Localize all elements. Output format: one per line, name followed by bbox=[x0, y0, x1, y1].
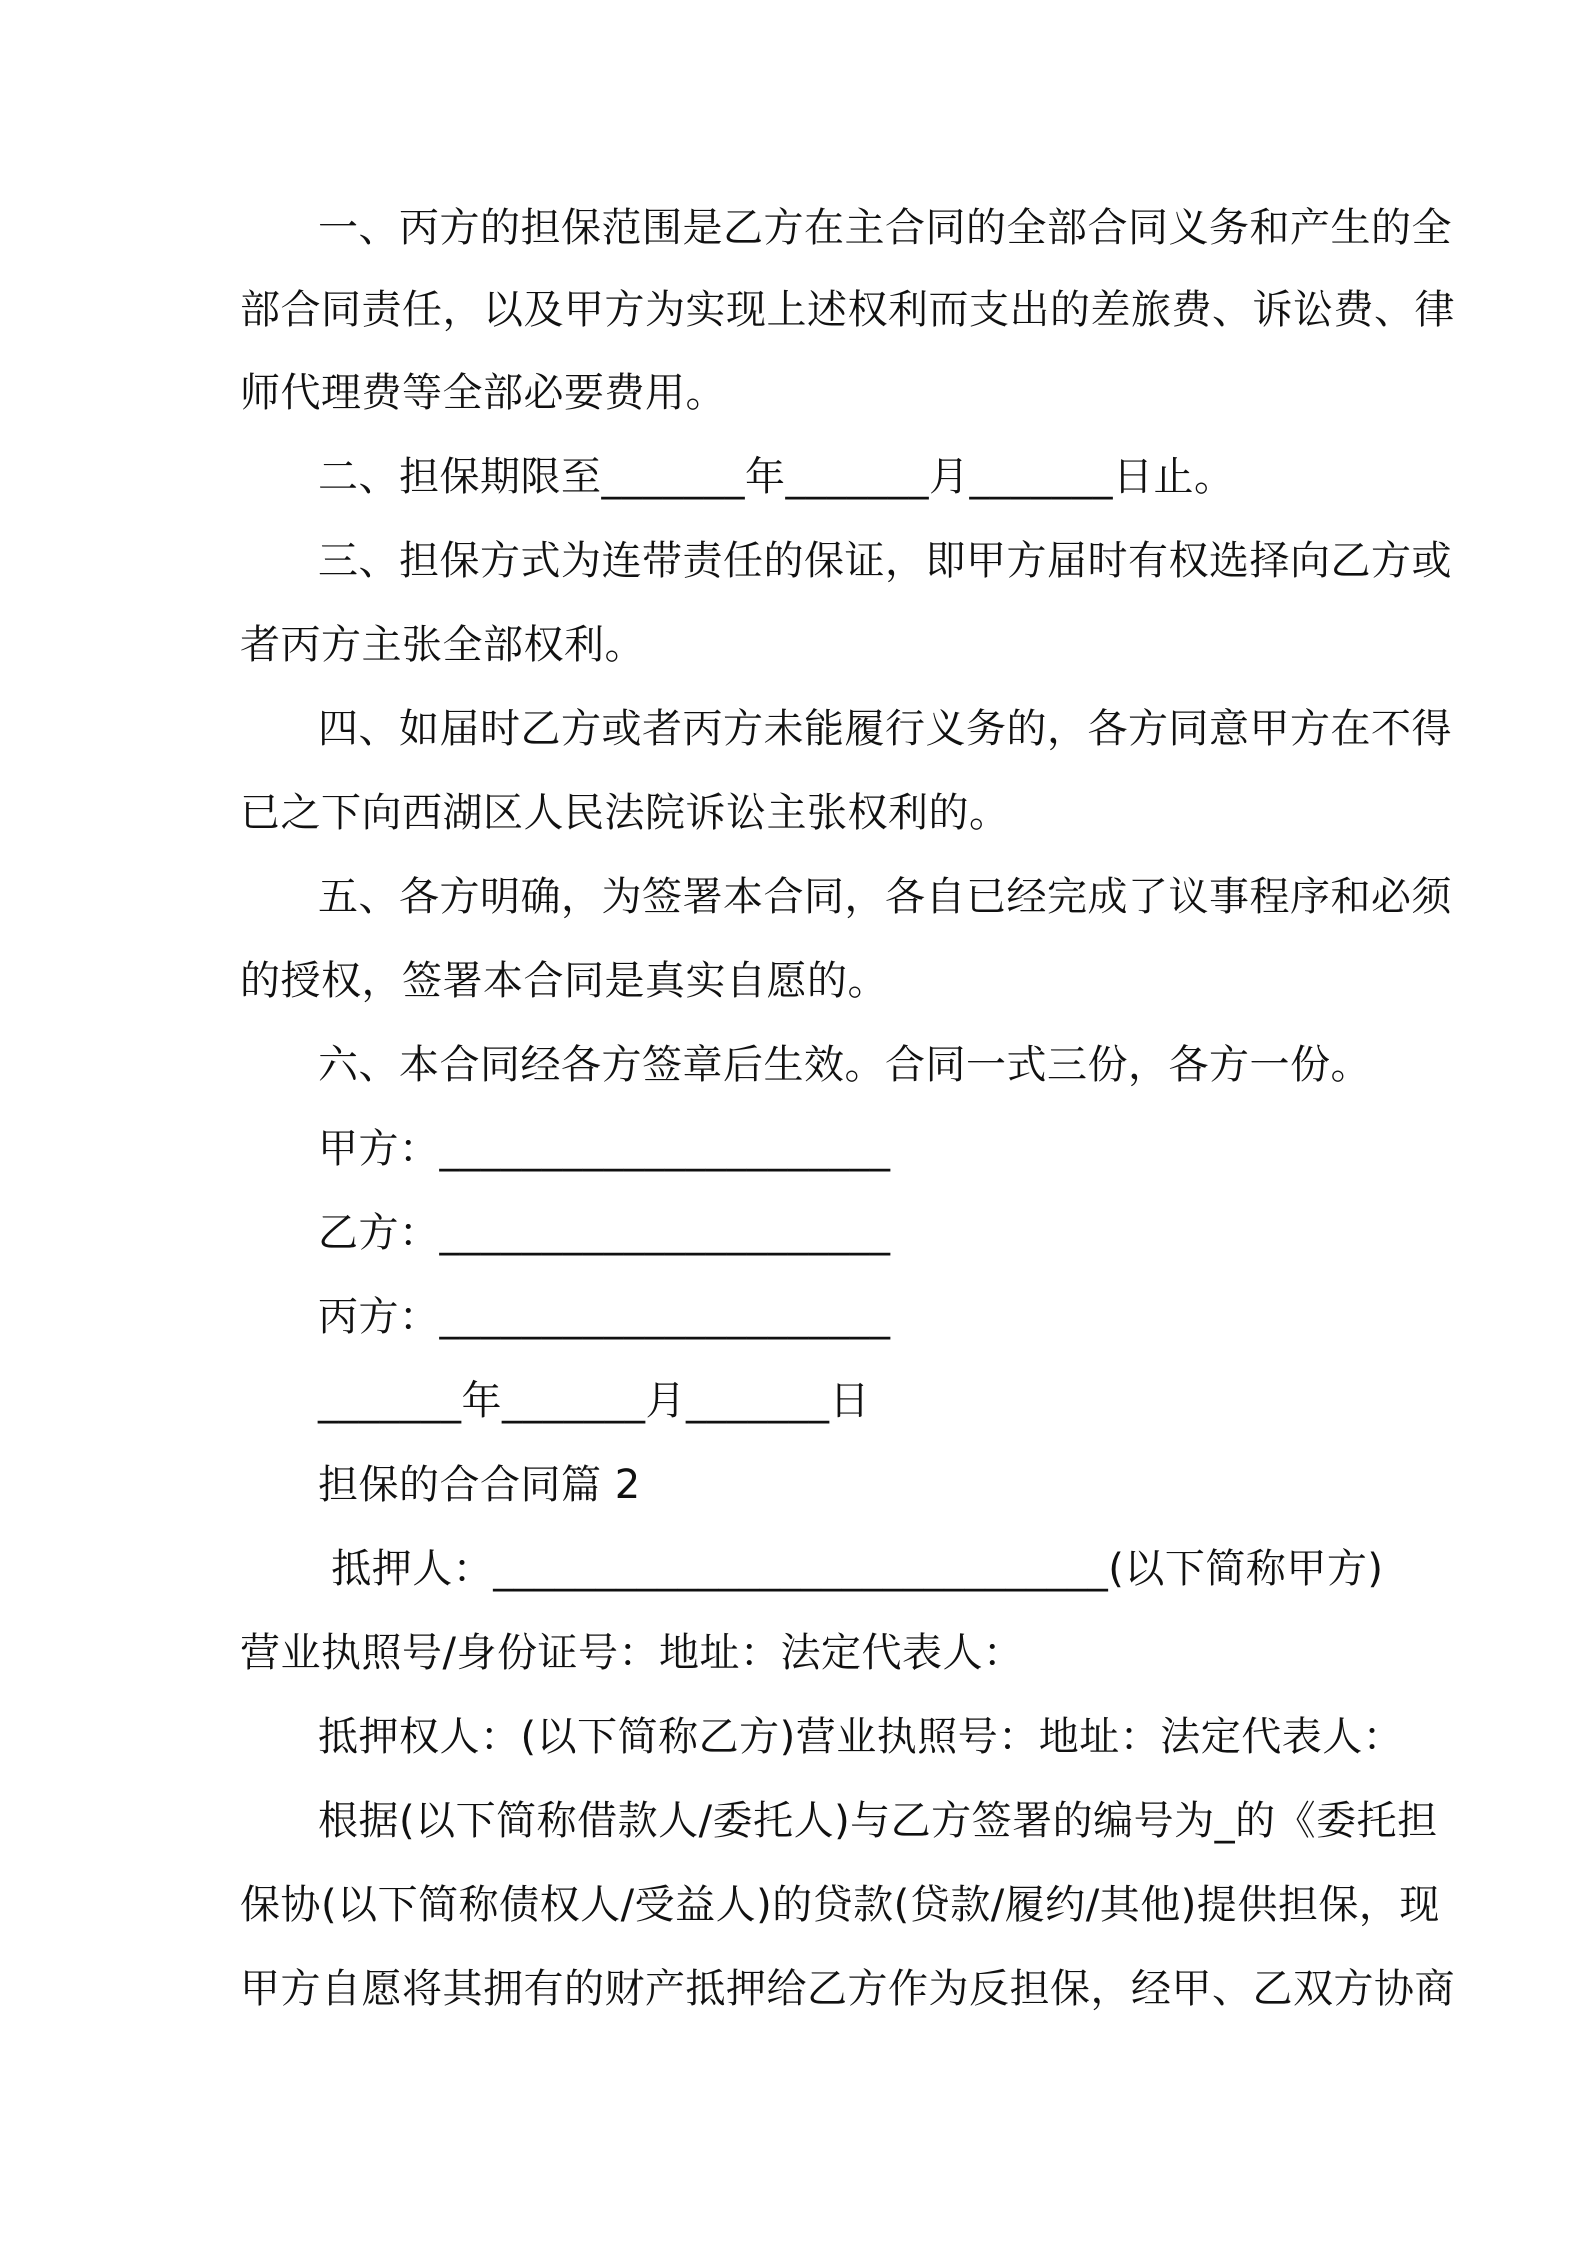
clause-6: 六、本合同经各方签章后生效。合同一式三份，各方一份。 bbox=[318, 1042, 1371, 1088]
signature-party-a: 甲方：______________________ bbox=[318, 1126, 891, 1172]
clause-4-line-2: 已之下向西湖区人民法院诉讼主张权利的。 bbox=[240, 790, 1010, 836]
clause-3-line-2: 者丙方主张全部权利。 bbox=[240, 622, 645, 668]
basis-line-3: 甲方自愿将其拥有的财产抵押给乙方作为反担保，经甲、乙双方协商 bbox=[240, 1966, 1455, 2012]
basis-line-2: 保协(以下简称债权人/受益人)的贷款(贷款/履约/其他)提供担保，现 bbox=[240, 1882, 1440, 1928]
clause-2: 二、担保期限至_______年_______月_______日止。 bbox=[318, 454, 1235, 500]
clause-5-line-2: 的授权，签署本合同是真实自愿的。 bbox=[240, 958, 888, 1004]
clause-1-line-3: 师代理费等全部必要费用。 bbox=[240, 370, 726, 416]
clause-1-line-2: 部合同责任，以及甲方为实现上述权利而支出的差旅费、诉讼费、律 bbox=[240, 287, 1455, 333]
signature-party-c: 丙方：______________________ bbox=[318, 1294, 891, 1340]
mortgagor-info: 营业执照号/身份证号：地址：法定代表人： bbox=[240, 1630, 1024, 1676]
basis-line-1: 根据(以下简称借款人/委托人)与乙方签署的编号为_的《委托担 bbox=[318, 1798, 1438, 1844]
signature-date: _______年_______月_______日 bbox=[318, 1378, 870, 1424]
clause-1-line-1: 一、丙方的担保范围是乙方在主合同的全部合同义务和产生的全 bbox=[318, 205, 1452, 251]
signature-party-b: 乙方：______________________ bbox=[318, 1210, 891, 1256]
section-2-title: 担保的合合同篇 2 bbox=[318, 1462, 641, 1508]
clause-4-line-1: 四、如届时乙方或者丙方未能履行义务的，各方同意甲方在不得 bbox=[318, 706, 1452, 752]
mortgagor-line: 抵押人：______________________________(以下简称甲方) bbox=[318, 1546, 1384, 1592]
mortgagee-line: 抵押权人：(以下简称乙方)营业执照号：地址：法定代表人： bbox=[318, 1714, 1404, 1760]
clause-3-line-1: 三、担保方式为连带责任的保证，即甲方届时有权选择向乙方或 bbox=[318, 538, 1452, 584]
clause-5-line-1: 五、各方明确，为签署本合同，各自已经完成了议事程序和必须 bbox=[318, 874, 1452, 920]
